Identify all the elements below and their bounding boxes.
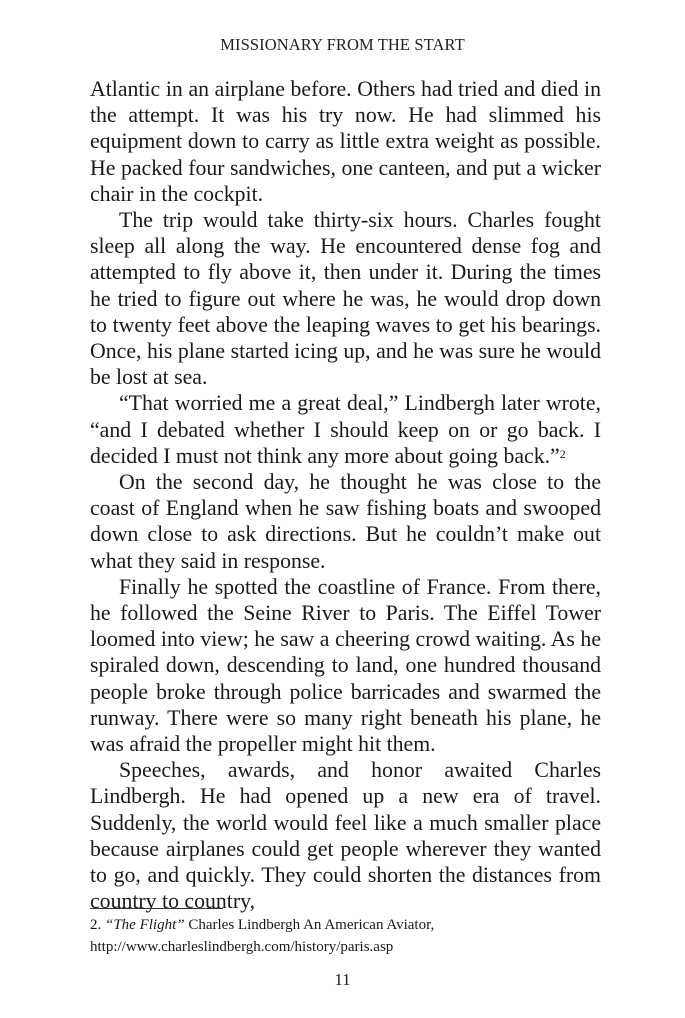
running-header: MISSIONARY FROM THE START [220,35,465,54]
paragraph: Speeches, awards, and honor awaited Charles Lindbergh. He had opened up a new era of travel. Suddenly, the world would feel like a much smaller place because airplanes could get people wherever they wanted to go, and quickly. They could shorten the distances from country to country, [90,758,601,914]
footnote-reference[interactable]: 2 [559,446,566,461]
paragraph-with-quote [90,390,601,469]
paragraph: The trip would take thirty-six hours. Charles fought sleep all along the way. He encountered dense fog and attempted to fly above it, then under it. During the times he tried to figure out where he was, he would drop down to twenty feet above the leaping waves to get his bearings. Once, his plane started icing up, and he was sure he would be lost at sea. [90,208,601,390]
footnote-citation-line [90,914,601,936]
footnote-divider [90,908,223,909]
paragraph: Finally he spotted the coastline of France. From there, he followed the Seine River to Paris. The Eiffel Tower loomed into view; he saw a cheering crowd waiting. As he spiraled down, descending to land, one hundred thousand people broke through police barricades and swarmed the runway. There were so many right beneath his plane, he was afraid the propeller might hit them. [90,574,601,757]
paragraph-text: “That worried me a great deal,” Lindbergh later wrote, “and I debated whether I should keep on or go back. I decided I must not think any more about going back.” [90,391,601,468]
footnote-source: Charles Lindbergh An American Aviator, [188,917,435,933]
footnote [90,914,601,958]
paragraph: Atlantic in an airplane before. Others had tried and died in the attempt. It was his try now. He had slimmed his equipment down to carry as little extra weight as possible. He packed four sandwiches, one canteen, and put a wicker chair in the cockpit. [90,77,601,206]
body-text [90,76,601,915]
footnote-number: 2. [90,917,102,933]
paragraph: On the second day, he thought he was close to the coast of England when he saw fishing boats and swooped down close to ask directions. But he couldn’t make out what they said in response. [90,470,601,573]
footnote-url[interactable]: http://www.charleslindbergh.com/history/paris.asp [90,939,394,955]
page-number: 11 [334,970,351,989]
footnote-title: “The Flight” [105,917,185,933]
